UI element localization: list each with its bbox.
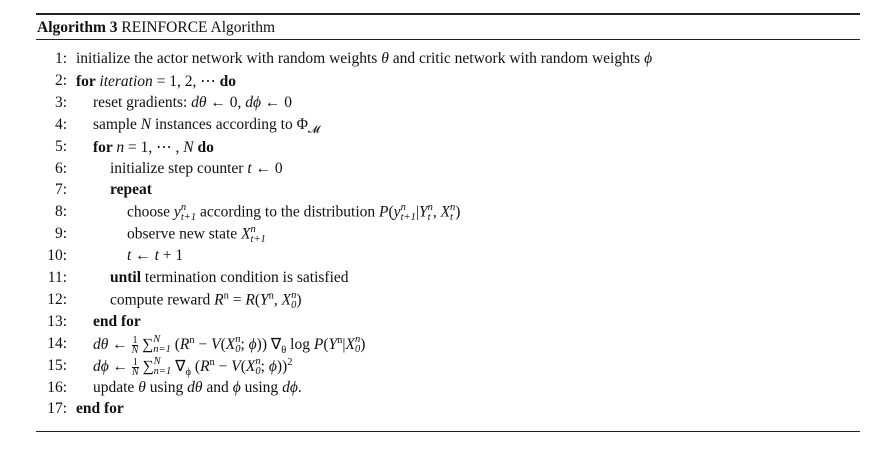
math-token: R [214, 291, 224, 309]
math-token: ← 0 [261, 93, 293, 111]
math-token: n [209, 356, 215, 368]
line-text [127, 225, 266, 245]
line-number: 16: [47, 378, 67, 396]
math-token: P [313, 335, 324, 353]
line-number: 12: [47, 290, 67, 308]
line-text [76, 400, 124, 418]
math-token: − [194, 335, 212, 353]
math-token: X [345, 335, 355, 353]
math-token: until [110, 269, 142, 286]
math-token: repeat [110, 181, 152, 199]
math-token: t [450, 212, 453, 224]
math-token: ( [323, 335, 329, 353]
math-token: ← [108, 357, 133, 375]
math-token: N [153, 334, 161, 346]
line-text [93, 313, 141, 331]
line-number: 6: [54, 159, 67, 177]
script-pair [153, 335, 171, 355]
math-token: ( [170, 335, 180, 353]
math-token: . [297, 378, 302, 396]
math-token: compute reward [110, 291, 215, 309]
math-token: 𝓜 [307, 124, 320, 136]
math-token: instances according to Φ [151, 115, 308, 133]
math-token: 0 [291, 299, 297, 311]
math-token: initialize step counter [110, 159, 248, 177]
math-token: X [281, 291, 292, 309]
math-token: dϕ [93, 357, 109, 375]
math-token: N [140, 115, 152, 133]
math-token: log [286, 335, 314, 353]
math-token: choose [127, 203, 174, 221]
math-token: termination condition is satisfied [141, 269, 349, 286]
math-token: n [180, 202, 187, 214]
math-token: ϕ [185, 366, 192, 378]
line-number: 17: [47, 400, 67, 418]
math-token: dθ [93, 335, 109, 353]
math-token: X [245, 357, 256, 375]
math-token: and critic network with random weights [388, 50, 645, 67]
math-token: ( [220, 335, 226, 353]
math-token: 1 [132, 334, 138, 346]
math-token: θ [138, 378, 146, 396]
math-token: V [231, 357, 241, 375]
math-token: ( [254, 291, 261, 309]
math-token: initialize the actor network with random weights [76, 50, 382, 67]
math-token: Y [418, 203, 428, 221]
line-text [127, 203, 460, 223]
math-token: for [93, 138, 117, 156]
caption-rule [36, 39, 860, 40]
line-text [93, 116, 320, 134]
line-text [110, 181, 152, 199]
line-number: 14: [47, 334, 67, 352]
math-token: ∑ [138, 335, 154, 353]
math-token: n [189, 334, 195, 346]
line-number: 4: [54, 115, 67, 133]
line-number: 11: [47, 269, 67, 286]
math-token: t+1 [180, 212, 197, 224]
math-token: n [450, 202, 456, 214]
line-text [110, 160, 283, 178]
math-token: θ [381, 50, 389, 67]
fraction [132, 358, 139, 377]
math-token: ϕ [232, 378, 241, 396]
math-token: dϕ [245, 93, 262, 111]
math-token: )) ∇ [256, 335, 282, 353]
math-token: X [241, 225, 251, 243]
math-token: R [200, 357, 210, 375]
math-token: t [427, 212, 431, 224]
line-number: 1: [54, 50, 67, 67]
math-token: do [193, 138, 214, 156]
line-text [93, 138, 214, 157]
math-token: end for [93, 312, 141, 330]
math-token: and [202, 378, 233, 396]
math-token: ∇ [171, 357, 186, 375]
math-token: ) [296, 291, 302, 309]
math-token: update [93, 378, 139, 396]
math-token: sample [93, 115, 141, 133]
math-token: ϕ [248, 335, 257, 353]
math-token: ; [260, 357, 269, 375]
math-token: ( [191, 357, 201, 375]
math-token: + 1 [158, 247, 184, 265]
math-token: n [354, 334, 361, 346]
math-token: ϕ [644, 50, 653, 67]
math-token: P [379, 203, 389, 221]
math-token: Y [260, 291, 269, 309]
math-token: 1 [132, 356, 138, 368]
math-token: N [132, 366, 139, 378]
line-number: 15: [47, 356, 67, 374]
math-token: n [235, 334, 241, 346]
math-token: | [342, 335, 346, 353]
math-token: observe new state [127, 225, 242, 243]
math-token: | [415, 203, 419, 221]
math-token: y [393, 203, 401, 221]
line-text [110, 291, 302, 311]
math-token: 0 [235, 344, 241, 356]
algorithm-caption [37, 19, 275, 37]
math-token: = 1, ⋯ , [124, 138, 184, 156]
math-token: ← [108, 335, 132, 353]
script-pair [181, 203, 196, 223]
line-text [93, 94, 292, 112]
math-token: 0 [354, 344, 361, 356]
math-token: 0 [255, 366, 261, 378]
line-number: 9: [54, 225, 67, 243]
math-token: dθ [187, 378, 203, 396]
math-token: iteration [99, 72, 153, 90]
math-token: n [116, 138, 125, 156]
math-token: ) [360, 335, 366, 353]
math-token: n [250, 224, 256, 236]
math-token: Y [328, 335, 338, 353]
line-number: 10: [47, 247, 67, 265]
math-token: ϕ [268, 357, 277, 375]
math-token: reset gradients: [93, 93, 192, 111]
line-text [93, 335, 365, 355]
bottom-rule [36, 431, 860, 432]
math-token: − [214, 357, 232, 375]
math-token: for [76, 72, 100, 90]
line-text [93, 379, 302, 397]
math-token: ( [388, 203, 394, 221]
line-number: 2: [54, 71, 67, 89]
math-token: ← 0 [251, 159, 283, 177]
math-token: N [183, 138, 194, 156]
line-number: 8: [54, 203, 67, 221]
top-rule [36, 13, 860, 15]
line-number: 7: [54, 181, 67, 199]
math-token: n [268, 290, 274, 302]
line-text [127, 247, 183, 265]
algorithm-label: Algorithm 3 [37, 19, 118, 36]
math-token: ∑ [138, 357, 154, 375]
line-text [76, 50, 652, 68]
math-token: using [145, 378, 188, 396]
line-text [110, 269, 349, 287]
math-token: according to the distribution [196, 203, 380, 221]
math-token: R [245, 291, 255, 309]
math-token: ; [240, 335, 249, 353]
math-token: X [440, 203, 451, 221]
math-token: , [273, 291, 282, 309]
math-token: n [223, 290, 229, 302]
math-token: = [228, 291, 246, 309]
math-token: do [219, 72, 237, 90]
line-number: 3: [54, 93, 67, 111]
line-text [76, 72, 236, 91]
math-token: R [179, 335, 190, 353]
math-token: t+1 [400, 212, 416, 224]
math-token: n [255, 356, 261, 368]
math-token: t [247, 159, 252, 177]
math-token: end for [76, 400, 124, 418]
math-token: t+1 [250, 234, 266, 246]
math-token: n [291, 289, 297, 301]
math-token: ← 0, [206, 93, 246, 111]
math-token: t [127, 247, 132, 265]
line-number: 5: [54, 137, 67, 155]
script-pair [251, 225, 266, 245]
math-token: n [427, 202, 433, 214]
math-token: 2 [287, 356, 293, 368]
math-token: X [225, 335, 236, 353]
math-token: dϕ [282, 378, 298, 396]
line-text [93, 357, 292, 377]
math-token: V [211, 335, 221, 353]
math-token: n=1 [153, 366, 172, 378]
line-number: 13: [47, 312, 67, 330]
math-token: ← [131, 247, 155, 265]
math-token: ) [455, 203, 461, 221]
math-token: ( [240, 357, 246, 375]
math-token: N [131, 344, 139, 356]
script-pair [401, 203, 416, 223]
math-token: = 1, 2, ⋯ [152, 72, 220, 90]
math-token: y [173, 203, 181, 221]
math-token: using [240, 378, 283, 396]
math-token: n [337, 334, 343, 346]
algorithm-name: REINFORCE Algorithm [121, 19, 276, 36]
math-token: dθ [191, 93, 207, 111]
math-token: , [432, 203, 441, 221]
math-token: t [154, 247, 159, 265]
math-token: n [400, 202, 406, 214]
math-token: n=1 [153, 344, 171, 356]
math-token: N [153, 356, 161, 368]
math-token: θ [281, 344, 287, 356]
script-pair [154, 357, 172, 377]
math-token: )) [276, 357, 288, 375]
